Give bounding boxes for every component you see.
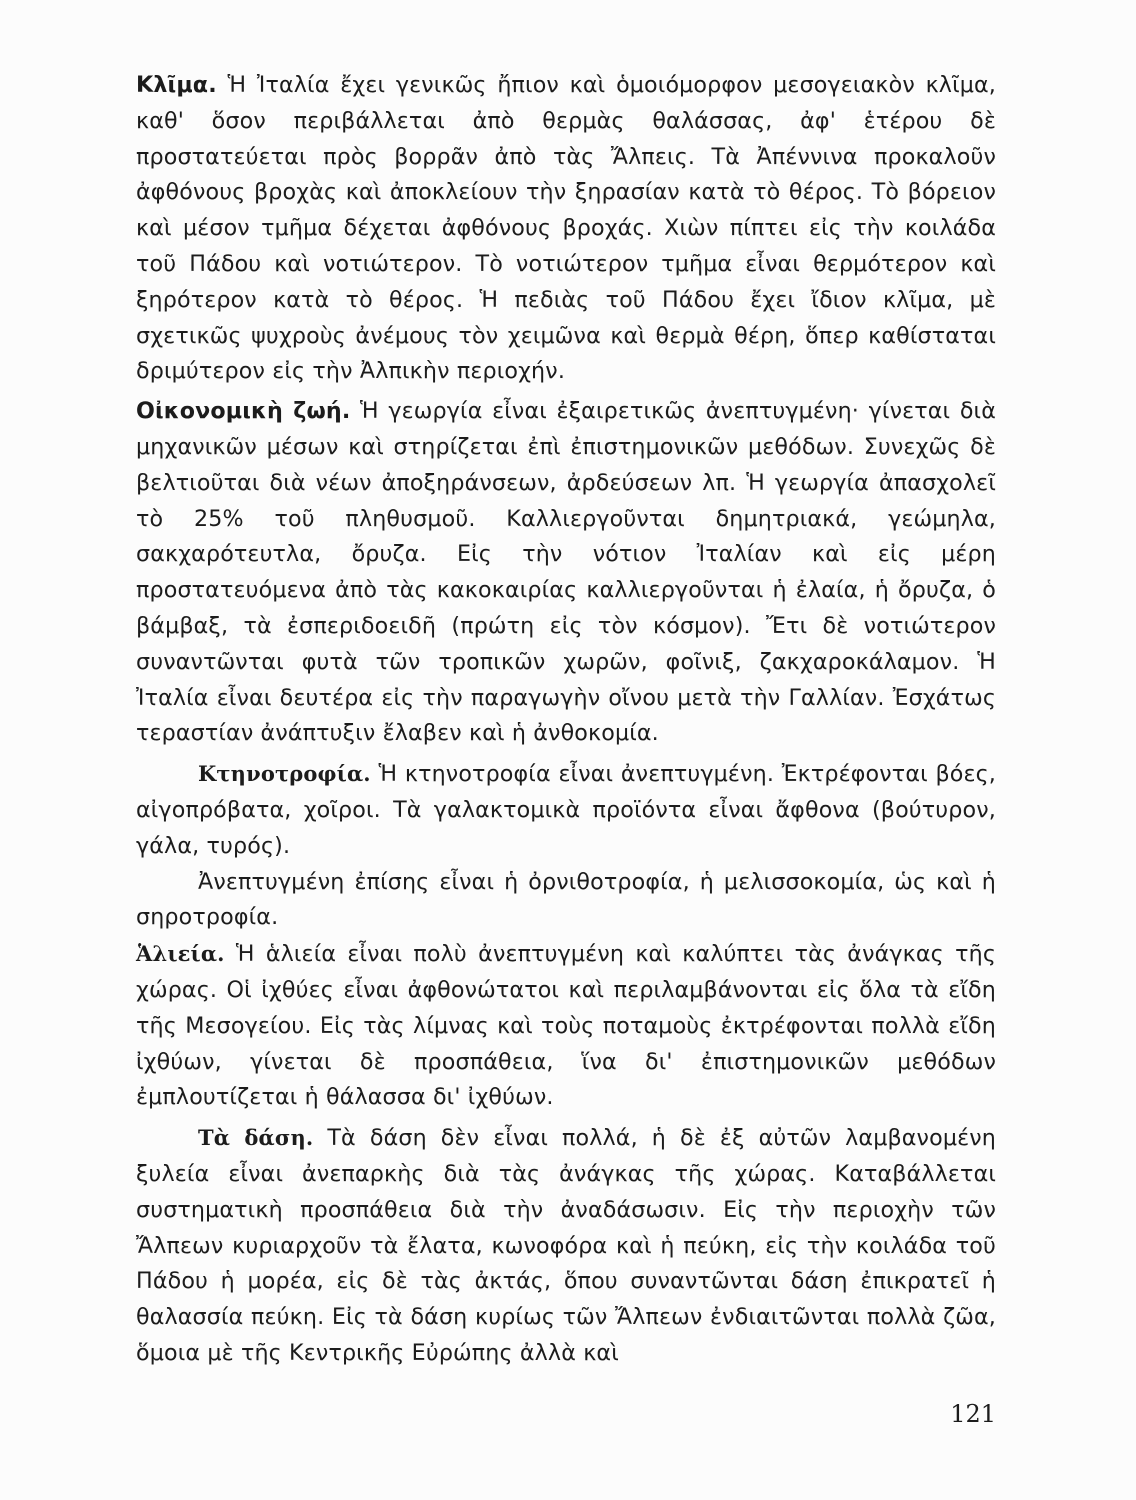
text-fishing: Ἡ ἁλιεία εἶναι πολὺ ἀνεπτυγμένη καὶ καλύπτει τὰς ἀνάγκας τῆς χώρας. Οἱ ἰχθύες εἶναι ἀφθονώτατοι καὶ περιλαμβάνονται εἰς ὅλα τὰ εἴδη τῆς Μεσογείου. Εἰς τὰς λίμνας καὶ τοὺς ποταμοὺς ἐκτρέφονται πολλὰ εἴδη ἰχθύων, γίνεται δὲ προσπάθεια, ἵνα δι' ἐπιστημονικῶν μεθόδων ἐμπλουτίζεται ἡ θάλασσα δι' ἰχθύων. (136, 941, 996, 1111)
text-livestock: Ἡ κτηνοτροφία εἶναι ἀνεπτυγμένη. Ἐκτρέφονται βόες, αἰγοπρόβατα, χοῖροι. Τὰ γαλακτομικὰ προϊόντα εἶναι ἄφθονα (βούτυρον, γάλα, τυρός). (136, 761, 996, 859)
text-forests: Τὰ δάση δὲν εἶναι πολλά, ἡ δὲ ἐξ αὐτῶν λαμβανομένη ξυλεία εἶναι ἀνεπαρκὴς διὰ τὰς ἀνάγκας τῆς χώρας. Καταβάλλεται συστηματικὴ προσπάθεια διὰ τὴν ἀναδάσωσιν. Εἰς τὴν περιοχὴν τῶν Ἄλπεων κυριαρχοῦν τὰ ἔλατα, κωνοφόρα καὶ ἡ πεύκη, εἰς τὴν κοιλάδα τοῦ Πάδου ἡ μορέα, εἰς δὲ τὰς ἀκτάς, ὅπου συναντῶνται δάση ἐπικρατεῖ ἡ θαλασσία πεύκη. Εἰς τὰ δάση κυρίως τῶν Ἄλπεων ἐνδιαιτῶνται πολλὰ ζῶα, ὅμοια μὲ τῆς Κεντρικῆς Εὐρώπης ἀλλὰ καὶ (136, 1125, 996, 1366)
heading-economy: Οἰκονομικὴ ζωή. (136, 398, 351, 425)
paragraph-forests (136, 1120, 996, 1372)
heading-livestock: Κτηνοτροφία. (198, 761, 371, 787)
paragraph-livestock-extra (136, 865, 996, 937)
text-klima: Ἡ Ἰταλία ἔχει γενικῶς ἤπιον καὶ ὁμοιόμορφον μεσογειακὸν κλῖμα, καθ' ὅσον περιβάλλεται ἀπὸ θερμὰς θαλάσσας, ἀφ' ἑτέρου δὲ προστατεύεται πρὸς βορρᾶν ἀπὸ τὰς Ἄλπεις. Τὰ Ἀπέννινα προκαλοῦν ἀφθόνους βροχὰς καὶ ἀποκλείουν τὴν ξηρασίαν κατὰ τὸ θέρος. Τὸ βόρειον καὶ μέσον τμῆμα δέχεται ἀφθόνους βροχάς. Χιὼν πίπτει εἰς τὴν κοιλάδα τοῦ Πάδου καὶ νοτιώτερον. Τὸ νοτιώτερον τμῆμα εἶναι θερμότερον καὶ ξηρότερον κατὰ τὸ θέρος. Ἡ πεδιὰς τοῦ Πάδου ἔχει ἴδιον κλῖμα, μὲ σχετικῶς ψυχροὺς ἀνέμους τὸν χειμῶνα καὶ θερμὰ θέρη, ὅπερ καθίσταται δριμύτερον εἰς τὴν Ἀλπικὴν περιοχήν. (136, 72, 996, 385)
text-economy: Ἡ γεωργία εἶναι ἐξαιρετικῶς ἀνεπτυγμένη· γίνεται διὰ μηχανικῶν μέσων καὶ στηρίζεται ἐπὶ ἐπιστημονικῶν μεθόδων. Συνεχῶς δὲ βελτιοῦται διὰ νέων ἀποξηράνσεων, ἀρδεύσεων λπ. Ἡ γεωργία ἀπασχολεῖ τὸ 25% τοῦ πληθυσμοῦ. Καλλιεργοῦνται δημητριακά, γεώμηλα, σακχαρότευτλα, ὄρυζα. Εἰς τὴν νότιον Ἰταλίαν καὶ εἰς μέρη προστατευόμενα ἀπὸ τὰς κακοκαιρίας καλλιεργοῦνται ἡ ἐλαία, ἡ ὄρυζα, ὁ βάμβαξ, τὰ ἐσπεριδοειδῆ (πρώτη εἰς τὸν κόσμον). Ἔτι δὲ νοτιώτερον συναντῶνται φυτὰ τῶν τροπικῶν χωρῶν, φοῖνιξ, ζακχαροκάλαμον. Ἡ Ἰταλία εἶναι δευτέρα εἰς τὴν παραγωγὴν οἴνου μετὰ τὴν Γαλλίαν. Ἐσχάτως τεραστίαν ἀνάπτυξιν ἔλαβεν καὶ ἡ ἀνθοκομία. (136, 398, 996, 747)
heading-forests: Τὰ δάση. (198, 1125, 314, 1151)
text-livestock-extra: Ἀνεπτυγμένη ἐπίσης εἶναι ἡ ὀρνιθοτροφία, ἡ μελισσοκομία, ὡς καὶ ἡ σηροτροφία. (136, 868, 996, 931)
page-number: 121 (950, 1400, 996, 1428)
paragraph-livestock (136, 756, 996, 864)
paragraph-klima (136, 68, 996, 390)
heading-fishing: Ἁλιεία. (136, 941, 225, 967)
page-body (136, 68, 996, 1372)
paragraph-economy (136, 394, 996, 752)
paragraph-fishing (136, 936, 996, 1116)
heading-klima: Κλῖμα. (136, 72, 217, 98)
